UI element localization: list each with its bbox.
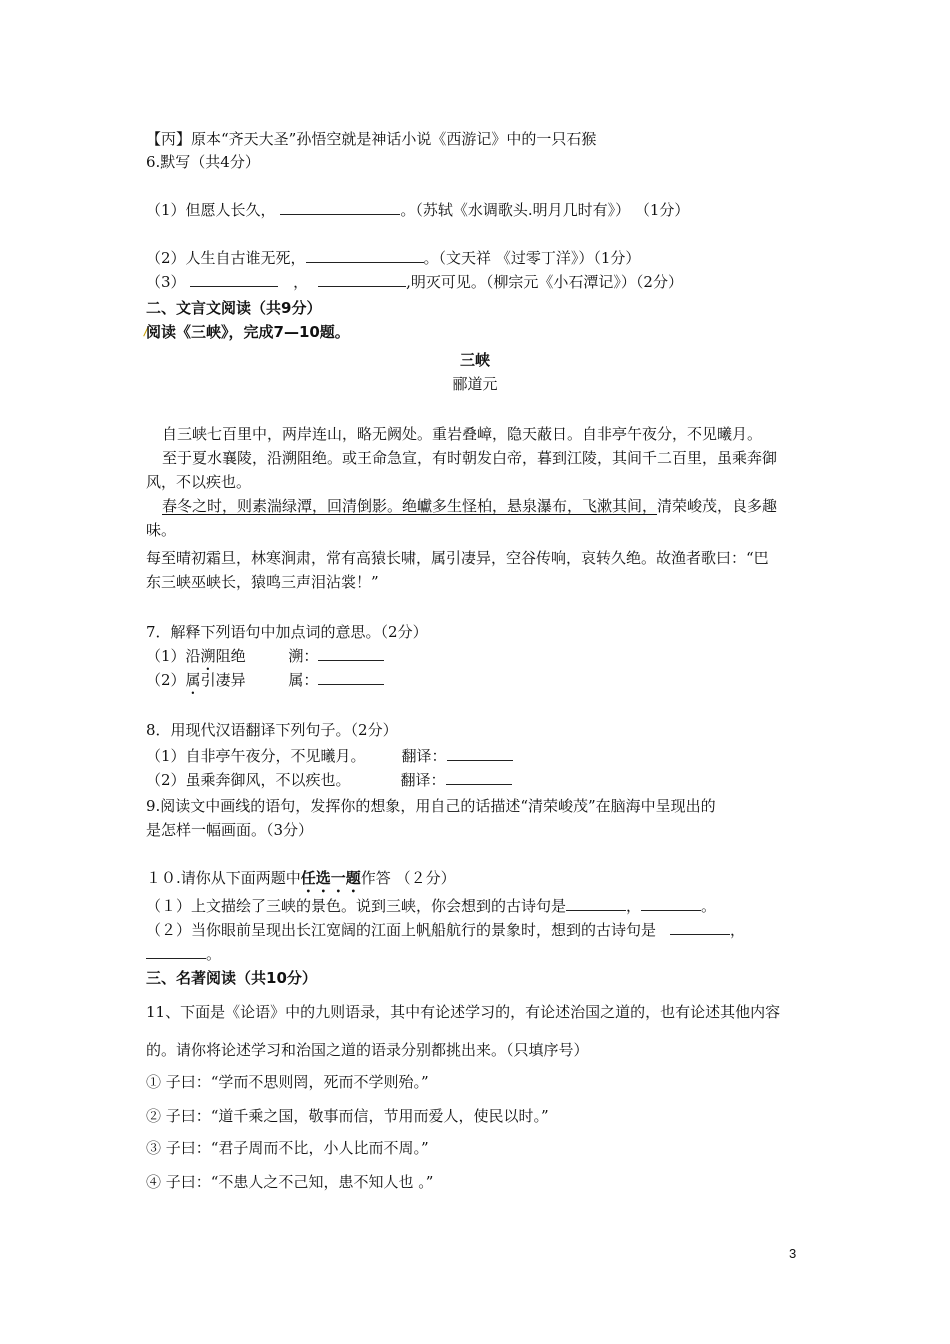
passage-paragraph: 春冬之时，则素湍绿潭，回清倒影。绝巘多生怪柏，悬泉瀑布，飞漱其间，清荣峻茂，良多趣 [162,497,778,515]
answer-blank[interactable] [641,896,701,911]
q10-item-2: （２）当你眼前呈现出长江宽阔的江面上帆船航行的景象时，想到的古诗句是 ， [146,921,746,939]
passage-title: 三峡 [459,351,490,369]
section-2-title: 二、文言文阅读（共9分） [146,299,322,317]
quote-item: ② 子曰：“道千乘之国，敬事而信，节用而爱人，使民以时。” [146,1107,549,1125]
passage-author: 郦道元 [452,375,498,393]
q9-text: 9.阅读文中画线的语句，发挥你的想象，用自己的话描述“清荣峻茂”在脑海中呈现出的 [146,797,716,815]
dotted-char: 溯 [200,647,216,665]
quote-item: ① 子曰：“学而不思则罔，死而不学则殆。” [146,1073,429,1091]
passage-paragraph: 风，不以疾也。 [146,473,252,491]
answer-blank[interactable] [146,944,206,959]
q6-item-3: （3） ， ,明灭可见。（柳宗元《小石潭记》）（2分） [146,273,683,291]
q7-item-1: （1）沿溯阻绝 溯： [146,646,384,674]
q10-item-1: （１）上文描绘了三峡的景色。说到三峡，你会想到的古诗句是 ， 。 [146,897,717,915]
answer-blank[interactable] [280,200,400,215]
underlined-sentence: 春冬之时，则素湍绿潭，回清倒影。绝巘多生怪柏，悬泉瀑布，飞漱其间， [162,497,658,515]
q8-item-1: （1）自非亭午夜分，不见曦月。 翻译： [146,746,513,766]
answer-blank[interactable] [318,646,384,661]
q10-title: １０.请你从下面两题中任选一题作答 （２分） [146,869,456,887]
answer-blank[interactable] [447,746,513,761]
answer-blank[interactable] [566,896,626,911]
q7-title: 7．解释下列语句中加点词的意思。（2分） [146,623,428,641]
section-3-title: 三、名著阅读（共10分） [146,969,317,987]
dotted-char: 属 [185,671,201,689]
answer-blank[interactable] [306,248,424,263]
answer-blank[interactable] [318,272,406,287]
page-number: 3 [789,1246,797,1261]
dotted-phrase: 任选一题 [300,869,361,887]
quote-item: ④ 子曰：“不患人之不己知，患不知人也 。” [146,1173,434,1191]
q10-item-2-cont: 。 [146,944,221,964]
answer-blank[interactable] [190,272,278,287]
q11-text: 11、下面是《论语》中的九则语录，其中有论述学习的，有论述治国之道的，也有论述其他内容 [146,1003,781,1021]
q6-title: 6.默写（共4分） [146,153,260,171]
passage-paragraph: 自三峡七百里中，两岸连山，略无阙处。重岩叠嶂，隐天蔽日。自非亭午夜分，不见曦月。 [162,425,763,443]
q8-title: 8．用现代汉语翻译下列句子。（2分） [146,721,398,739]
line-bing: 【丙】原本“齐天大圣”孙悟空就是神话小说《西游记》中的一只石猴 [146,130,597,148]
answer-blank[interactable] [446,770,512,785]
q6-item-1: （1）但愿人长久， 。（苏轼《水调歌头.明月几时有》） （1分） [146,201,690,219]
quote-item: ③ 子曰：“君子周而不比，小人比而不周。” [146,1139,429,1157]
q9-text: 是怎样一幅画面。（3分） [146,821,314,839]
section-2-instruction: 阅读《三峡》，完成7—10题。 [146,323,350,341]
q11-text: 的。请你将论述学习和治国之道的语录分别都挑出来。（只填序号） [146,1041,589,1059]
passage-paragraph: 每至晴初霜旦，林寒涧肃，常有高猿长啸，属引凄异，空谷传响，哀转久绝。故渔者歌曰：“巴 [146,549,769,567]
q6-item-2: （2）人生自古谁无死， 。（文天祥 《过零丁洋》）（1分） [146,249,641,267]
q8-item-2: （2）虽乘奔御风，不以疾也。 翻译： [146,770,512,790]
answer-blank[interactable] [670,920,730,935]
passage-paragraph: 东三峡巫峡长，猿鸣三声泪沾裳！” [146,573,379,591]
answer-blank[interactable] [318,670,384,685]
q7-item-2: （2）属引凄异 属： [146,670,384,698]
passage-paragraph: 至于夏水襄陵，沿溯阻绝。或王命急宣，有时朝发白帝，暮到江陵，其间千二百里，虽乘奔御 [162,449,778,467]
passage-paragraph: 味。 [146,521,177,539]
